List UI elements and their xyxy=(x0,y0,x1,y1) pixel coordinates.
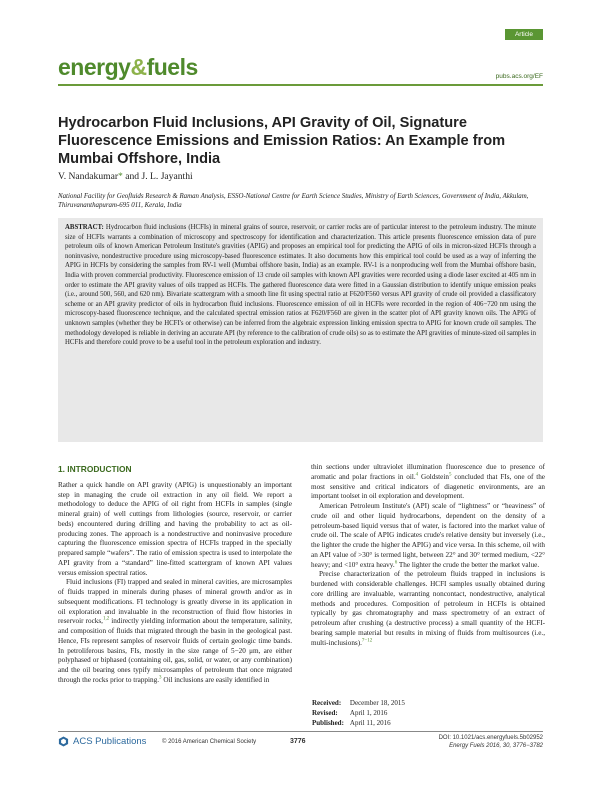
text-run: American Petroleum Institute's (API) scale of “lightness” or “heaviness” of crude oil and other liquid hydrocarbons, dependent on the density of a petroleum-based liquid versus that of water, is factored into the market value of crude oil. The scale of APIG indicates crude's relative density but inversely (i.e., the lighter the crude the higher the APIG) and vice versa. In this scheme, oil with an API value of >30° is termed light, between 22° and 30° termed medium, <22° heavy; and <10° extra heavy. xyxy=(311,502,545,569)
date-value: April 11, 2016 xyxy=(349,719,391,728)
author-name[interactable]: J. L. Jayanthi xyxy=(141,171,193,182)
body-column-right xyxy=(311,463,545,648)
author-name[interactable]: V. Nandakumar xyxy=(58,171,119,182)
journal-url[interactable]: pubs.acs.org/EF xyxy=(495,73,543,80)
article-title: Hydrocarbon Fluid Inclusions, API Gravity of Oil, Signature Fluorescence Emissions and Emission Ratios: An Example from Mumbai Offshore, India xyxy=(58,115,506,167)
author-list xyxy=(58,171,193,182)
text-run: Oil inclusions are easily identified in xyxy=(161,675,270,684)
text-run: indirectly yielding information about the temperature, salinity, and composition of fluids that migrated through the basin in the geological past. Hence, FIs represent samples of reservoir fluids of certain geologic time bands. In petroliferous basins, FIs, mostly in the size range of 5−20 μm, are either polyphased or biphased (containing oil, gas, solid, or water, or any combination) and the oil bearing ones typify microsamples of petroleum that once migrated through the rocks prior to trapping. xyxy=(58,617,292,684)
affiliation: National Facility for Geofluids Research & Raman Analysis, ESSO-National Centre for Earth Science Studies, Ministry of Earth Sciences, Government of India, Akkulam, Thiruvananthapuram-695 011, Kerala, India xyxy=(58,193,529,210)
paragraph: Rather a quick handle on API gravity (APIG) is unquestionably an important step in managing the crude oil extraction in any oil field. We report a methodology to deduce the APIG of oil right from HCFIs in samples (single mineral grain) of well cuttings from lithologies (source, reservoir, or carrier beds) encountered during drilling and having the probability to act as oil-producing zones. The approach is a nondestructive and noninvasive procedure capturing the fluorescence emission spectra of HCFIs trapped in the specially prepared sample “wafers”. The ratio of emission spectra is used to interpolate the API gravity from a “standard” line-fitted scattergram of known API values versus emission spectral ratios. xyxy=(58,480,292,577)
citation-ref[interactable]: 5 xyxy=(448,472,452,478)
text-run: Fluid inclusions (FI) trapped and sealed in mineral cavities, are microsamples of fluids trapped in minerals during phases of mineral growth and/or as in subsequent modifications. FI technology is greatly diverse in its application in oil exploration and invaluable in the reconstruction of fluid flow histories in reservoir rocks, xyxy=(58,578,292,626)
citation-ref[interactable]: 1,2 xyxy=(102,616,110,622)
header-rule xyxy=(58,84,543,86)
citation-ref[interactable]: 7−12 xyxy=(361,638,373,644)
footer-rule xyxy=(58,731,543,732)
paragraph xyxy=(58,578,292,685)
copyright: © 2016 American Chemical Society xyxy=(162,739,257,745)
corresponding-author-mark[interactable]: * xyxy=(118,171,123,182)
abstract-box xyxy=(58,218,543,442)
date-label: Published: xyxy=(312,719,344,728)
date-row xyxy=(312,708,411,718)
publisher-name: ACS Publications xyxy=(73,736,147,747)
text-run: Precise characterization of the petroleum fluids trapped in inclusions is burdened with considerable challenges. HCFI samples usually obtained during core drilling are invaluable, warranting noncontact, nondestructive, analytical methods and procedures. Composition of petroleum in HCFIs is obtained typically by gas chromatography and mass spectrometry of an extract of petroleum after crushing (a destructive process) a small quantity of the HCFI-bearing sample material but results in mixing of fluids from multisources (i.e., multi-inclusions). xyxy=(311,570,545,647)
page-number: 3776 xyxy=(290,738,306,745)
paragraph xyxy=(311,502,545,570)
date-row xyxy=(312,718,411,728)
date-row xyxy=(312,698,411,708)
logo-energy: energy xyxy=(58,54,131,80)
acs-hexagon-icon xyxy=(58,736,69,747)
date-label: Received: xyxy=(312,699,342,707)
text-run: concluded that FIs, one of the most sensitive and critical indicators of diagenetic environments, are an important toolset in oil exploration and development. xyxy=(311,472,545,501)
acs-publications-logo[interactable] xyxy=(58,736,146,747)
text-run: thin sections under ultraviolet illumination fluorescence due to presence of aromatic and polar fractions in oil. xyxy=(311,463,545,481)
abstract-text: Hydrocarbon fluid inclusions (HCFIs) in mineral grains of source, reservoir, or carrier rocks are of particular interest to the petroleum industry. The minute size of HCFIs warrants a combination of microscopy and spectroscopy for identification and characterization. This article presents fluorescence emission data of pure petroleum oils of known American Petroleum Institute's gravities (APIG) and proposes an empirical tool for predicting the APIG of oils in micron-sized HCFIs through a noninvasive, nondestructive procedure using microscopy-based fluorescence estimates. It also documents how this empirical tool could be used as a way of inferring the APIG in HCFIs by considering the samples from RV-1 well (Mumbai offshore basin, India) as an example. RV-1 is a nonproducing well from the Mumbai offshore basin, India with proven commercial productivity. Fluorescence emission of 13 crude oil samples with known API gravities were recorded using a diode laser excited at 405 nm in order to estimate the API gravity values of oils trapped as HCFIs. The gathered fluorescence data were fitted in a Gaussian distribution to identify unique emission peaks (i.e., around 500, 560, and 620 nm). Bivariate scattergram with a smooth line fit using spectral ratio at F620/F560 versus API gravity of crude oil provided a classificatory scheme or an API gravity predictor of oils in hydrocarbon fluid inclusions. Fluorescence emission of oil in HCFIs were recorded in the region of 406−720 nm using the microscopy-based fluorescence technique, and the calculated spectral emission ratios at F620/F560 are given in the scatter plot of API gravity known oils. The APIG of unknown samples (whether they be HCFI's or otherwise) can be inferred from the algebraic expression linking emission spectra to APIG for known crude oil samples. The methodology developed is reliable in deriving an accurate API (by reference to the calibration of crude oils) so as to estimate the API gravities of minute-sized oil samples in HCFIs and therefore could prove to be a useful tool in the petroleum exploration and industry. xyxy=(65,224,537,347)
journal-logo xyxy=(58,54,198,81)
author-connector: and xyxy=(122,171,142,182)
logo-fuels: fuels xyxy=(146,54,198,80)
body-column-left xyxy=(58,465,292,686)
citation-ref[interactable]: 4 xyxy=(415,472,419,478)
citation-line: Energy Fuels 2016, 30, 3776−3782 xyxy=(449,743,543,749)
article-type-badge: Article xyxy=(505,29,543,40)
citation-ref[interactable]: 3 xyxy=(159,675,162,681)
section-heading: 1. INTRODUCTION xyxy=(58,464,132,474)
publication-dates xyxy=(312,698,411,729)
date-label: Revised: xyxy=(312,709,338,718)
paragraph xyxy=(311,463,545,502)
logo-ampersand: & xyxy=(130,54,147,80)
citation-ref[interactable]: 6 xyxy=(394,560,398,566)
text-run: Goldstein xyxy=(418,472,449,481)
text-run: The lighter the crude the better the market value. xyxy=(397,560,540,569)
date-value: December 18, 2015 xyxy=(349,699,405,707)
date-value: April 1, 2016 xyxy=(349,709,388,718)
paragraph xyxy=(311,570,545,648)
abstract-label: ABSTRACT: xyxy=(65,224,104,231)
doi-link[interactable]: DOI: 10.1021/acs.energyfuels.5b02952 xyxy=(438,735,543,741)
